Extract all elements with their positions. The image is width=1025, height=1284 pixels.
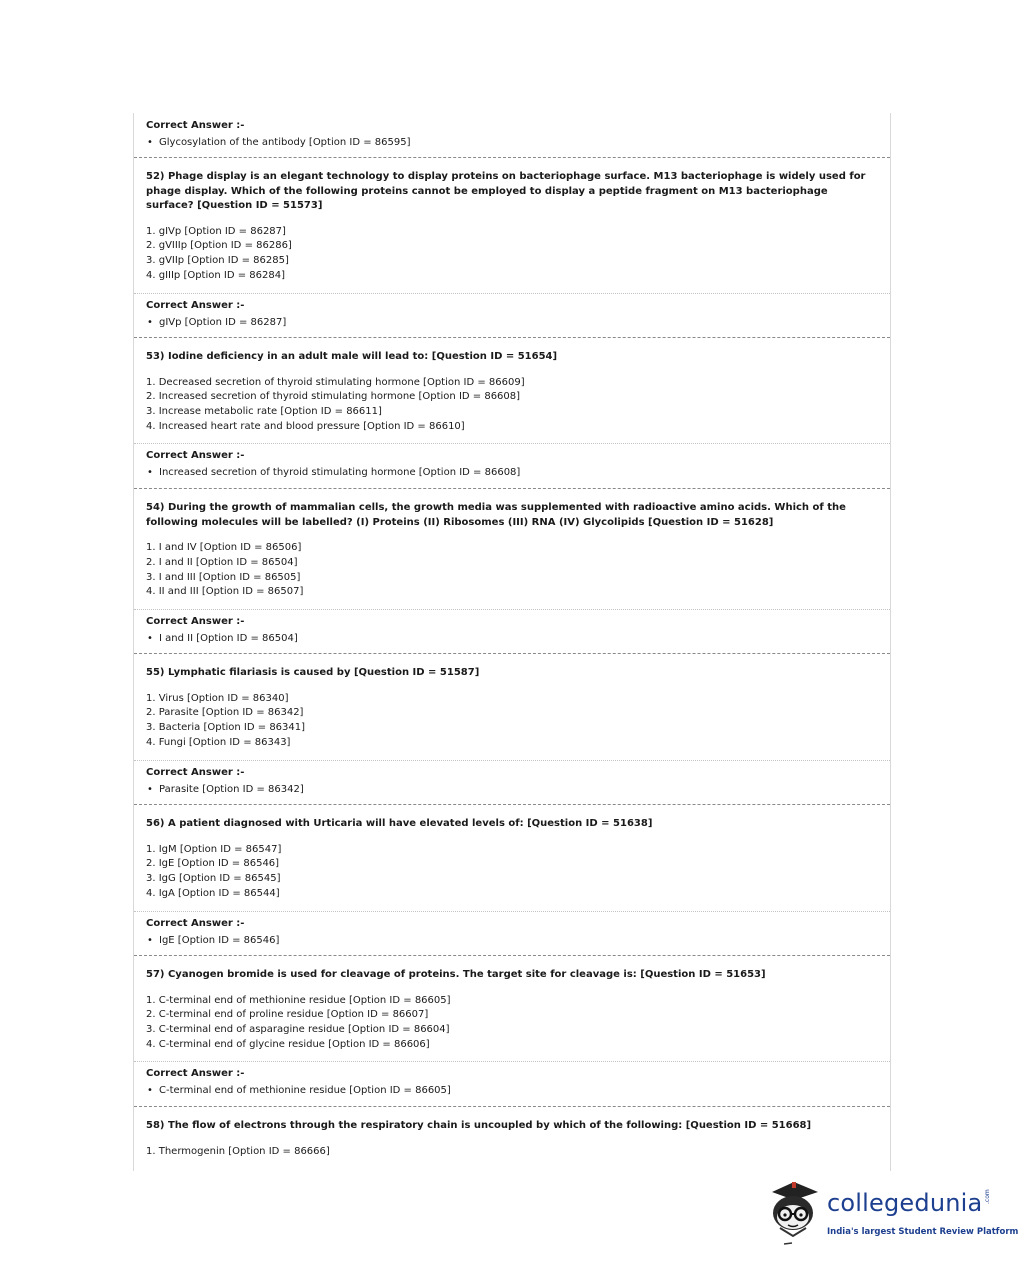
- options-list: [146, 843, 876, 902]
- option-item: 4. C-terminal end of glycine residue [Option ID = 86606]: [146, 1038, 430, 1050]
- option-item: 1. gIVp [Option ID = 86287]: [146, 225, 286, 237]
- options-list: [146, 994, 876, 1053]
- question-divider: [134, 1106, 890, 1107]
- option-item: 2. C-terminal end of proline residue [Option ID = 86607]: [146, 1009, 429, 1021]
- question-text: 53) Iodine deficiency in an adult male will lead to: [Question ID = 51654]: [146, 351, 558, 362]
- question-paper-sheet: [133, 113, 891, 1171]
- option-item: 2. gVIIIp [Option ID = 86286]: [146, 240, 292, 252]
- option-item: 4. gIIIp [Option ID = 86284]: [146, 269, 285, 281]
- question-text: 56) A patient diagnosed with Urticaria will have elevated levels of: [Question ID = 51638]: [146, 818, 653, 829]
- correct-answer-label: Correct Answer :-: [146, 450, 245, 461]
- option-item: 1. IgM [Option ID = 86547]: [146, 843, 282, 855]
- correct-answer-text: IgE [Option ID = 86546]: [159, 935, 280, 946]
- answer-block: [134, 766, 890, 797]
- correct-answer-text: Glycosylation of the antibody [Option ID = 86595]: [159, 137, 411, 148]
- answer-divider: [134, 609, 890, 610]
- question-block: [134, 170, 890, 284]
- correct-answer-item: [146, 466, 876, 480]
- correct-answer-label: Correct Answer :-: [146, 767, 245, 778]
- bullet-icon: •: [147, 1085, 153, 1096]
- correct-answer-item: [146, 1084, 876, 1098]
- option-item: 2. I and II [Option ID = 86504]: [146, 556, 298, 568]
- correct-answer-text: Increased secretion of thyroid stimulating hormone [Option ID = 86608]: [159, 467, 521, 478]
- question-divider: [134, 488, 890, 489]
- question-text: 54) During the growth of mammalian cells, the growth media was supplemented with radioactive amino acids. Which of the following molecules will be labelled? (I) Proteins (II) Ribosomes (III) RNA (IV) Glycolipids [Question ID = 51628]: [146, 502, 846, 528]
- option-item: 4. IgA [Option ID = 86544]: [146, 887, 280, 899]
- question-block: [134, 817, 890, 901]
- question-divider: [134, 955, 890, 956]
- answer-block: [134, 449, 890, 480]
- answer-divider: [134, 911, 890, 912]
- correct-answer-label: Correct Answer :-: [146, 616, 245, 627]
- mascot-icon: [772, 1182, 818, 1244]
- question-block: [134, 350, 890, 434]
- option-item: 2. Parasite [Option ID = 86342]: [146, 707, 304, 719]
- correct-answer-text: I and II [Option ID = 86504]: [159, 633, 298, 644]
- question-block: [134, 1119, 890, 1159]
- correct-answer-label: Correct Answer :-: [146, 120, 245, 131]
- correct-answer-item: [146, 136, 876, 150]
- question-text: 57) Cyanogen bromide is used for cleavage of proteins. The target site for cleavage is: [Question ID = 51653]: [146, 969, 766, 980]
- answer-block: [134, 1067, 890, 1098]
- answer-block: [134, 615, 890, 646]
- correct-answer-item: [146, 934, 876, 948]
- answer-divider: [134, 293, 890, 294]
- answer-block: [134, 299, 890, 330]
- option-item: 1. Thermogenin [Option ID = 86666]: [146, 1145, 330, 1157]
- options-list: [146, 225, 876, 284]
- options-list: [146, 1145, 876, 1160]
- options-list: [146, 692, 876, 751]
- bullet-icon: •: [147, 467, 153, 478]
- correct-answer-text: Parasite [Option ID = 86342]: [159, 784, 304, 795]
- question-block: [134, 501, 890, 600]
- option-item: 1. C-terminal end of methionine residue [Option ID = 86605]: [146, 994, 451, 1006]
- option-item: 4. Increased heart rate and blood pressure [Option ID = 86610]: [146, 420, 465, 432]
- options-list: [146, 541, 876, 600]
- correct-answer-text: gIVp [Option ID = 86287]: [159, 317, 287, 328]
- option-item: 3. gVIIp [Option ID = 86285]: [146, 255, 289, 267]
- option-item: 4. Fungi [Option ID = 86343]: [146, 736, 291, 748]
- bullet-icon: •: [147, 137, 153, 148]
- option-item: 3. Bacteria [Option ID = 86341]: [146, 722, 306, 733]
- option-item: 1. I and IV [Option ID = 86506]: [146, 542, 302, 554]
- option-item: 3. I and III [Option ID = 86505]: [146, 571, 301, 583]
- answer-block: [134, 119, 890, 150]
- correct-answer-label: Correct Answer :-: [146, 1068, 245, 1079]
- question-text: 58) The flow of electrons through the respiratory chain is uncoupled by which of the following: [Question ID = 51668]: [146, 1120, 812, 1131]
- answer-divider: [134, 1061, 890, 1062]
- answer-divider: [134, 760, 890, 761]
- correct-answer-label: Correct Answer :-: [146, 300, 245, 311]
- question-text: 55) Lymphatic filariasis is caused by [Question ID = 51587]: [146, 667, 480, 678]
- brand-name: collegedunia: [827, 1189, 983, 1217]
- correct-answer-item: [146, 316, 876, 330]
- question-block: [134, 968, 890, 1052]
- question-divider: [134, 653, 890, 654]
- option-item: 3. IgG [Option ID = 86545]: [146, 873, 281, 884]
- option-item: 4. II and III [Option ID = 86507]: [146, 586, 304, 598]
- brand-domain-suffix: .com: [984, 1189, 991, 1204]
- options-list: [146, 376, 876, 435]
- bullet-icon: •: [147, 784, 153, 795]
- bullet-icon: •: [147, 633, 153, 644]
- option-item: 2. Increased secretion of thyroid stimulating hormone [Option ID = 86608]: [146, 391, 521, 403]
- correct-answer-item: [146, 783, 876, 797]
- question-text: 52) Phage display is an elegant technology to display proteins on bacteriophage surface. M13 bacteriophage is widely used for phage display. Which of the following proteins cannot be employed to display a peptide fragment on M13 bacteriophage surface? [Question ID = 51573]: [146, 171, 866, 212]
- bullet-icon: •: [147, 935, 153, 946]
- question-block: [134, 666, 890, 750]
- brand-tagline: India's largest Student Review Platform: [827, 1227, 1019, 1237]
- option-item: 1. Virus [Option ID = 86340]: [146, 692, 289, 704]
- answer-divider: [134, 443, 890, 444]
- question-divider: [134, 804, 890, 805]
- option-item: 3. C-terminal end of asparagine residue [Option ID = 86604]: [146, 1024, 450, 1035]
- correct-answer-label: Correct Answer :-: [146, 918, 245, 929]
- question-divider: [134, 157, 890, 158]
- answer-block: [134, 917, 890, 948]
- option-item: 3. Increase metabolic rate [Option ID = 86611]: [146, 406, 382, 417]
- bullet-icon: •: [147, 317, 153, 328]
- option-item: 2. IgE [Option ID = 86546]: [146, 858, 280, 870]
- question-divider: [134, 337, 890, 338]
- option-item: 1. Decreased secretion of thyroid stimulating hormone [Option ID = 86609]: [146, 376, 525, 388]
- correct-answer-item: [146, 632, 876, 646]
- correct-answer-text: C-terminal end of methionine residue [Option ID = 86605]: [159, 1085, 451, 1096]
